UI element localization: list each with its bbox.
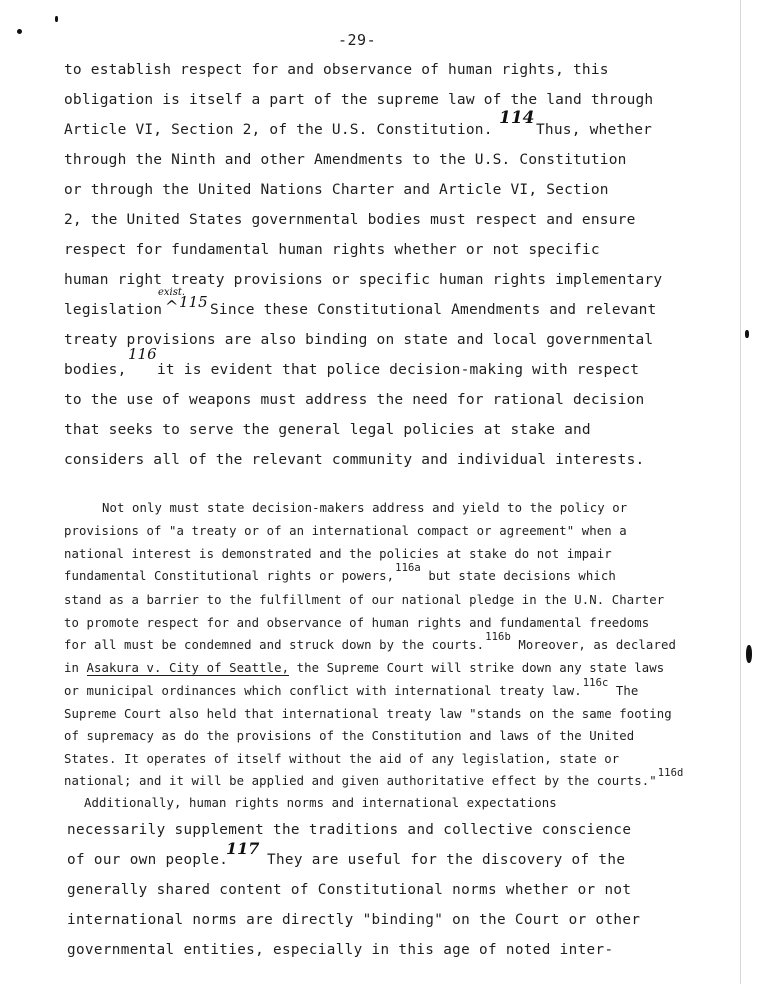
scan-edge-line xyxy=(740,0,741,984)
text-line xyxy=(64,661,664,675)
text-line: of supremacy as do the provisions of the Constitution and laws of the United xyxy=(64,729,635,743)
text-line xyxy=(64,677,639,698)
text-segment: the Supreme Court will strike down any state laws xyxy=(289,661,665,675)
text-segment: Article VI, Section 2, of the U.S. Constitution. xyxy=(64,122,493,138)
ink-dot xyxy=(17,29,22,34)
footnote-ref-116d: 116d xyxy=(657,767,684,779)
text-line: bodies, xyxy=(64,362,127,378)
text-segment: The xyxy=(608,684,639,698)
text-segment: national; and it will be applied and given authoritative effect by the courts." xyxy=(64,774,657,788)
footnote-mark-116: 116 xyxy=(128,345,157,363)
text-line: national interest is demonstrated and the policies at stake do not impair xyxy=(64,547,612,561)
text-line: of our own people. xyxy=(67,852,229,868)
text-line: Thus, whether xyxy=(536,122,653,138)
text-line: respect for fundamental human rights whether or not specific xyxy=(64,242,600,258)
ink-dot xyxy=(55,16,58,22)
text-line xyxy=(64,122,493,138)
text-line xyxy=(64,562,616,583)
text-segment: for all must be condemned and struck down by the courts. xyxy=(64,638,485,652)
footnote-ref-116a: 116a xyxy=(395,562,421,574)
text-line: They are useful for the discovery of the xyxy=(267,852,626,868)
text-line: generally shared content of Constitutional norms whether or not xyxy=(67,882,632,898)
text-line: States. It operates of itself without the aid of any legislation, state or xyxy=(64,752,620,766)
text-segment: fundamental Constitutional rights or powers, xyxy=(64,569,395,583)
text-line: 2, the United States governmental bodies must respect and ensure xyxy=(64,212,636,228)
text-line: governmental entities, especially in this age of noted inter- xyxy=(67,942,614,958)
punch-mark xyxy=(746,645,752,663)
text-line: stand as a barrier to the fulfillment of our national pledge in the U.N. Charter xyxy=(64,593,665,607)
text-line: international norms are directly "binding" on the Court or other xyxy=(67,912,641,928)
text-line: provisions of "a treaty or of an international compact or agreement" when a xyxy=(64,524,627,538)
caret-mark: ^ xyxy=(165,297,179,316)
text-segment: or municipal ordinances which conflict with international treaty law. xyxy=(64,684,582,698)
text-line: Since these Constitutional Amendments and relevant xyxy=(210,302,657,318)
text-line: that seeks to serve the general legal policies at stake and xyxy=(64,422,591,438)
footnote-ref-116c: 116c xyxy=(582,677,609,689)
text-line: obligation is itself a part of the supreme law of the land through xyxy=(64,92,654,108)
page-number: -29- xyxy=(338,31,377,49)
text-line: Not only must state decision-makers address and yield to the policy or xyxy=(102,501,628,515)
text-line: legislation xyxy=(64,302,163,318)
handwritten-insert: exist. xyxy=(158,287,186,298)
text-line: treaty provisions are also binding on state and local governmental xyxy=(64,332,654,348)
text-line: it is evident that police decision-making with respect xyxy=(157,362,640,378)
footnote-mark-115: 115 xyxy=(179,293,208,311)
text-line: to promote respect for and observance of human rights and fundamental freedoms xyxy=(64,616,650,630)
footnote-ref-116b: 116b xyxy=(485,631,511,643)
text-line: Supreme Court also held that international treaty law "stands on the same footing xyxy=(64,707,672,721)
footnote-mark-117: 117 xyxy=(226,839,260,858)
text-line: or through the United Nations Charter and Article VI, Section xyxy=(64,182,609,198)
text-line: human right treaty provisions or specific human rights implementary xyxy=(64,272,663,288)
punch-mark xyxy=(745,330,749,338)
text-line xyxy=(64,631,676,652)
text-line: to establish respect for and observance of human rights, this xyxy=(64,62,609,78)
text-line: through the Ninth and other Amendments to the U.S. Constitution xyxy=(64,152,627,168)
text-line: Additionally, human rights norms and international expectations xyxy=(84,796,557,810)
text-line: to the use of weapons must address the need for rational decision xyxy=(64,392,645,408)
text-line xyxy=(64,767,684,788)
text-segment: Moreover, as declared xyxy=(510,638,676,652)
case-name: Asakura v. City of Seattle, xyxy=(86,661,290,675)
text-line: considers all of the relevant community and individual interests. xyxy=(64,452,645,468)
text-segment: in xyxy=(64,661,87,675)
footnote-mark-114: 114 xyxy=(499,108,535,128)
text-line: necessarily supplement the traditions and collective conscience xyxy=(67,822,632,838)
text-segment: but state decisions which xyxy=(420,569,616,583)
